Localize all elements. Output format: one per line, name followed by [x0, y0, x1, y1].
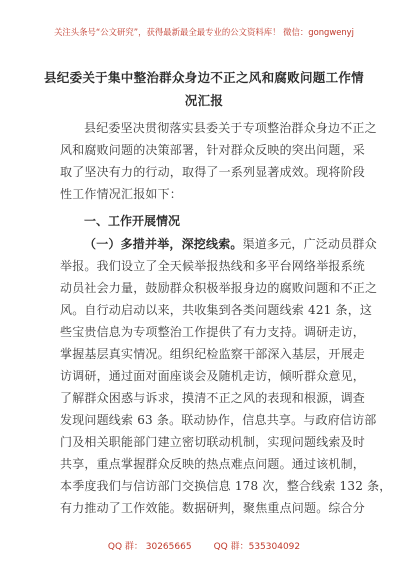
body-line: 了解群众困惑与诉求，摸清不正之风的表现和根源，调查 [60, 391, 366, 405]
section-heading: 一、工作开展情况 [84, 214, 181, 228]
footer [0, 539, 408, 552]
intro-line: 性工作情况汇报如下： [60, 187, 183, 201]
top-banner: 关注头条号“公文研究”，获得最新最全最专业的公文资料库！ 微信：gongwenyj [54, 27, 354, 37]
intro-line: 风和腐败问题的决策部署，针对群众反映的突出问题，采 [60, 143, 366, 157]
body-line: 风。自行动启动以来，共收集到各类问题线索 421 条，这 [60, 303, 373, 317]
body-line: 发现问题线索 63 条。联动协作，信息共享。与政府信访部 [60, 413, 377, 427]
document-title-line-2: 况汇报 [184, 93, 224, 108]
body-line: 掌握基层真实情况。组织纪检监察干部深入基层，开展走 [60, 347, 366, 361]
footer-qq-group-1: QQ 群： 30265665 [107, 542, 192, 552]
intro-line: 取了坚决有力的行动，取得了一系列显著成效。现将阶段 [60, 165, 366, 179]
body-line: 共享，重点掌握群众反映的热点难点问题。通过该机制， [60, 457, 366, 471]
body-line: 访调研，通过面对面座谈会及随机走访，倾听群众意见， [60, 369, 366, 383]
body-line: 举报。我们设立了全天候举报热线和多平台网络举报系统 [60, 259, 366, 273]
intro-line: 县纪委坚决贯彻落实县委关于专项整治群众身边不正之 [84, 121, 377, 135]
footer-qq-group-2: QQ 群：535304092 [213, 542, 301, 552]
sub-heading: （一）多措并举，深挖线索。 [84, 237, 243, 251]
body-line: 些宝贵信息为专项整治工作提供了有力支持。调研走访， [60, 325, 366, 339]
document-title-line-1: 县纪委关于集中整治群众身边不正之风和腐败问题工作情 [43, 70, 364, 85]
body-line: 有力推动了工作效能。数据研判，聚焦重点问题。综合分 [60, 501, 366, 515]
body-line: 门及相关职能部门建立密切联动机制，实现问题线索及时 [60, 435, 366, 449]
body-line: 动员社会力量，鼓励群众积极举报身边的腐败问题和不正之 [60, 281, 378, 295]
paragraph-first-line [84, 237, 377, 251]
paragraph-text: 渠道多元，广泛动员群众 [242, 237, 377, 251]
body-line: 本季度我们与信访部门交换信息 178 次，整合线索 132 条， [60, 479, 392, 493]
